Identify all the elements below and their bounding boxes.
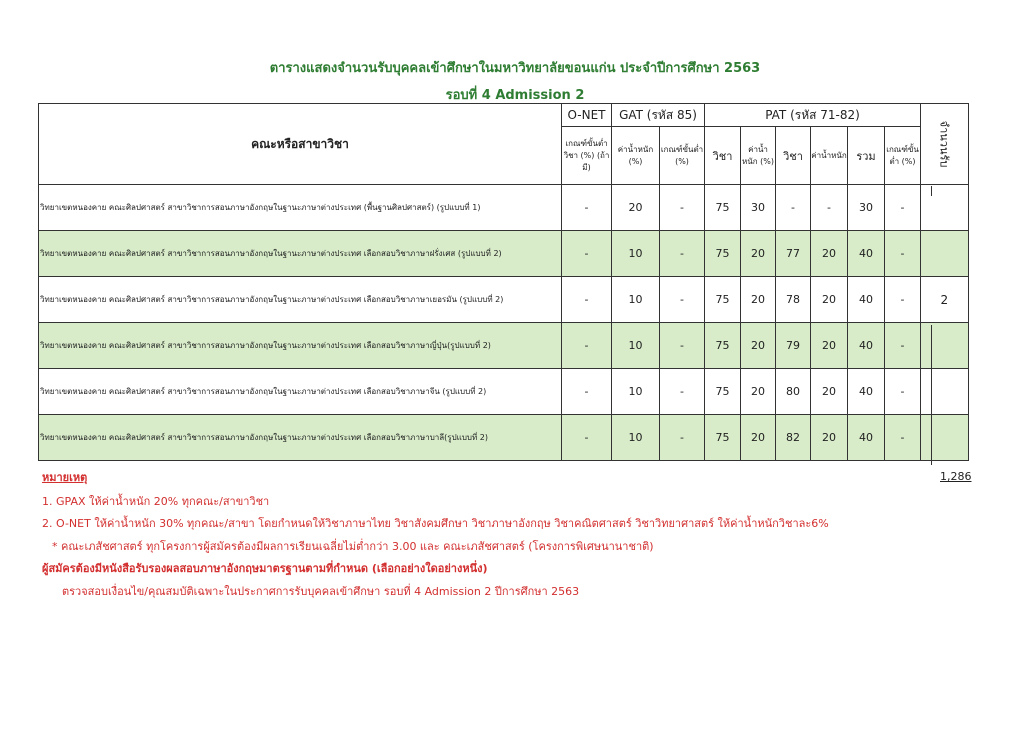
- pat-weight-1: 20: [741, 369, 776, 415]
- seats-cell: [921, 185, 969, 231]
- pat-min: -: [885, 185, 921, 231]
- notes-heading: หมายเหตุ: [42, 471, 88, 484]
- note-2: 2. O-NET ให้ค่าน้ำหนัก 30% ทุกคณะ/สาขา โดยกำหนดให้วิชาภาษาไทย วิชาสังคมศึกษา วิชาภาษาอังกฤษ วิชาคณิตศาสตร์ วิชาวิทยาศาสตร์ ให้ค่าน้ำหนักวิชาละ6%: [42, 517, 829, 530]
- pat-weight-1: 20: [741, 415, 776, 461]
- pat-total: 40: [848, 277, 885, 323]
- pat-subject-2: 79: [776, 323, 811, 369]
- table-row: [39, 185, 969, 231]
- pat-subject-1: 75: [705, 277, 741, 323]
- seats-cell: [921, 369, 969, 415]
- pat-total: 40: [848, 323, 885, 369]
- pat-weight-1: 30: [741, 185, 776, 231]
- note-5: ตรวจสอบเงื่อนไข/คุณสมบัติเฉพาะในประกาศการรับบุคคลเข้าศึกษา รอบที่ 4 Admission 2 ปีการศึกษา 2563: [62, 585, 580, 598]
- table-row: [39, 415, 969, 461]
- pat-subject-1: 75: [705, 415, 741, 461]
- gat-min: -: [660, 277, 705, 323]
- pat-subject-2: 82: [776, 415, 811, 461]
- admission-table: [38, 103, 969, 461]
- header-gat: GAT (รหัส 85): [612, 104, 705, 127]
- note-1: 1. GPAX ให้ค่าน้ำหนัก 20% ทุกคณะ/สาขาวิชา: [42, 495, 270, 508]
- pat-min: -: [885, 231, 921, 277]
- gat-weight: 10: [612, 415, 660, 461]
- seats-value: 2: [921, 277, 969, 323]
- header-seats: จำนวนรับ: [921, 104, 969, 185]
- gat-min: -: [660, 231, 705, 277]
- onet-min: -: [562, 185, 612, 231]
- pat-weight-2: 20: [811, 323, 848, 369]
- gat-min: -: [660, 415, 705, 461]
- header-onet: O-NET: [562, 104, 612, 127]
- table-row: [39, 323, 969, 369]
- pat-weight-1: 20: [741, 277, 776, 323]
- gat-weight: 10: [612, 277, 660, 323]
- header-gat-weight: ค่าน้ำหนัก (%): [612, 127, 660, 185]
- program-name: วิทยาเขตหนองคาย คณะศิลปศาสตร์ สาขาวิชาการสอนภาษาอังกฤษในฐานะภาษาต่างประเทศ เลือกสอบวิชาภาษาบาลี(รูปแบบที่ 2): [39, 415, 562, 461]
- pat-min: -: [885, 323, 921, 369]
- gat-weight: 10: [612, 369, 660, 415]
- pat-weight-2: 20: [811, 277, 848, 323]
- pat-weight-2: 20: [811, 369, 848, 415]
- pat-weight-2: -: [811, 185, 848, 231]
- total-seats: 1,286: [940, 470, 972, 483]
- onet-min: -: [562, 231, 612, 277]
- header-onet-min: เกณฑ์ขั้นต่ำวิชา (%) (ถ้ามี): [562, 127, 612, 185]
- pat-weight-1: 20: [741, 323, 776, 369]
- header-pat: PAT (รหัส 71-82): [705, 104, 921, 127]
- pat-weight-1: 20: [741, 231, 776, 277]
- pat-min: -: [885, 277, 921, 323]
- gat-min: -: [660, 185, 705, 231]
- gat-min: -: [660, 323, 705, 369]
- note-4: ผู้สมัครต้องมีหนังสือรับรองผลสอบภาษาอังกฤษมาตรฐานตามที่กำหนด (เลือกอย่างใดอย่างหนึ่ง): [42, 562, 488, 575]
- page-title: ตารางแสดงจำนวนรับบุคคลเข้าศึกษาในมหาวิทยาลัยขอนแก่น ประจำปีการศึกษา 2563: [269, 61, 761, 76]
- brace-mark: [931, 186, 936, 196]
- onet-min: -: [562, 323, 612, 369]
- pat-total: 40: [848, 231, 885, 277]
- pat-subject-1: 75: [705, 231, 741, 277]
- pat-min: -: [885, 415, 921, 461]
- header-pat-subject-1: วิชา: [705, 127, 741, 185]
- table-row: [39, 277, 969, 323]
- brace-mark: [931, 325, 936, 465]
- seats-cell: [921, 323, 969, 369]
- pat-weight-2: 20: [811, 415, 848, 461]
- note-3: * คณะเภสัชศาสตร์ ทุกโครงการผู้สมัครต้องมีผลการเรียนเฉลี่ยไม่ต่ำกว่า 3.00 และ คณะเภสัชศาสตร์ (โครงการพิเศษนานาชาติ): [52, 540, 654, 553]
- onet-min: -: [562, 415, 612, 461]
- header-pat-subject-2: วิชา: [776, 127, 811, 185]
- pat-subject-2: 77: [776, 231, 811, 277]
- pat-subject-1: 75: [705, 369, 741, 415]
- program-name: วิทยาเขตหนองคาย คณะศิลปศาสตร์ สาขาวิชาการสอนภาษาอังกฤษในฐานะภาษาต่างประเทศ เลือกสอบวิชาภาษาจีน (รูปแบบที่ 2): [39, 369, 562, 415]
- pat-subject-2: -: [776, 185, 811, 231]
- header-pat-total: รวม: [848, 127, 885, 185]
- gat-min: -: [660, 369, 705, 415]
- gat-weight: 10: [612, 323, 660, 369]
- pat-total: 40: [848, 369, 885, 415]
- pat-subject-2: 80: [776, 369, 811, 415]
- page-subtitle: รอบที่ 4 Admission 2: [445, 88, 585, 103]
- pat-subject-1: 75: [705, 323, 741, 369]
- pat-total: 30: [848, 185, 885, 231]
- gat-weight: 10: [612, 231, 660, 277]
- pat-subject-2: 78: [776, 277, 811, 323]
- seats-cell: [921, 415, 969, 461]
- program-name: วิทยาเขตหนองคาย คณะศิลปศาสตร์ สาขาวิชาการสอนภาษาอังกฤษในฐานะภาษาต่างประเทศ เลือกสอบวิชาภาษาญี่ปุ่น(รูปแบบที่ 2): [39, 323, 562, 369]
- table-row: [39, 231, 969, 277]
- header-pat-weight-1: ค่าน้ำหนัก (%): [741, 127, 776, 185]
- pat-total: 40: [848, 415, 885, 461]
- gat-weight: 20: [612, 185, 660, 231]
- onet-min: -: [562, 369, 612, 415]
- onet-min: -: [562, 277, 612, 323]
- header-gat-min: เกณฑ์ขั้นต่ำ (%): [660, 127, 705, 185]
- pat-subject-1: 75: [705, 185, 741, 231]
- program-name: วิทยาเขตหนองคาย คณะศิลปศาสตร์ สาขาวิชาการสอนภาษาอังกฤษในฐานะภาษาต่างประเทศ เลือกสอบวิชาภาษาฝรั่งเศส (รูปแบบที่ 2): [39, 231, 562, 277]
- pat-weight-2: 20: [811, 231, 848, 277]
- header-faculty: คณะหรือสาขาวิชา: [39, 104, 562, 185]
- seats-cell: [921, 231, 969, 277]
- header-pat-weight-2: ค่าน้ำหนัก: [811, 127, 848, 185]
- pat-min: -: [885, 369, 921, 415]
- header-pat-min: เกณฑ์ขั้นต่ำ (%): [885, 127, 921, 185]
- program-name: วิทยาเขตหนองคาย คณะศิลปศาสตร์ สาขาวิชาการสอนภาษาอังกฤษในฐานะภาษาต่างประเทศ เลือกสอบวิชาภาษาเยอรมัน (รูปแบบที่ 2): [39, 277, 562, 323]
- program-name: วิทยาเขตหนองคาย คณะศิลปศาสตร์ สาขาวิชาการสอนภาษาอังกฤษในฐานะภาษาต่างประเทศ (พื้นฐานศิลปศาสตร์) (รูปแบบที่ 1): [39, 185, 562, 231]
- table-row: [39, 369, 969, 415]
